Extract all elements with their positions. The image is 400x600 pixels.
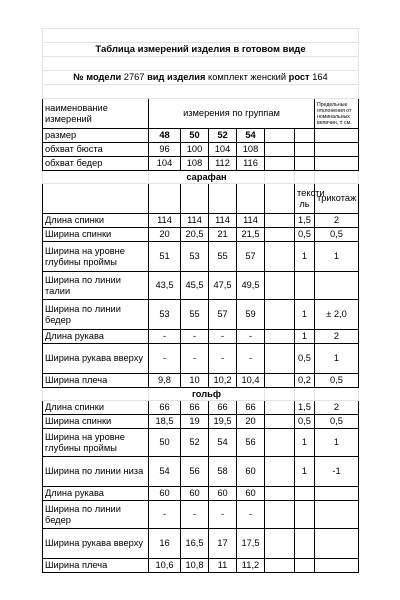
textile-tolerance-cell (295, 529, 315, 559)
value-cell: - (237, 344, 265, 374)
value-cell: - (181, 344, 209, 374)
empty-cell (43, 388, 149, 401)
value-cell: 47,5 (209, 272, 237, 300)
empty-cell (265, 300, 295, 330)
value-cell: 60 (181, 487, 209, 501)
row-label: Ширина плеча (43, 559, 149, 573)
row-label: Ширина на уровне глубины проймы (43, 242, 149, 272)
textile-tolerance-cell: 0,5 (295, 344, 315, 374)
size-cell: 54 (237, 129, 265, 143)
textile-tolerance-cell: 1 (295, 457, 315, 487)
golf-row (43, 457, 359, 487)
value-cell: 10,6 (149, 559, 181, 573)
value-cell: 50 (149, 429, 181, 457)
value-cell: 114 (237, 214, 265, 228)
value-cell: 114 (209, 214, 237, 228)
header-tolerance-label: Предельные отклонения от номинальных величин, ± см. (315, 99, 359, 129)
empty-cell (265, 388, 295, 401)
empty-cell (265, 529, 295, 559)
textile-tolerance-cell: 1 (295, 330, 315, 344)
row-label: Ширина плеча (43, 374, 149, 388)
value-cell: 9,8 (149, 374, 181, 388)
row-label: Ширина спинки (43, 228, 149, 242)
knit-tolerance-cell: 2 (315, 401, 359, 415)
header-groups-label: измерения по группам (149, 99, 315, 129)
row-label: Ширина по линии бедер (43, 501, 149, 529)
value-cell: 19,5 (209, 415, 237, 429)
value-cell: 54 (209, 429, 237, 457)
knit-tolerance-cell (315, 501, 359, 529)
model-number: 2767 (123, 72, 145, 82)
size-cell: 50 (181, 129, 209, 143)
textile-tolerance-cell: 1 (295, 242, 315, 272)
value-cell: 20 (149, 228, 181, 242)
sarafan-row (43, 344, 359, 374)
col-textile-label: тексти ль (295, 184, 315, 214)
textile-tolerance-cell: 0,5 (295, 415, 315, 429)
value-cell: 100 (181, 143, 209, 157)
value-cell: 108 (237, 143, 265, 157)
textile-tolerance-cell (295, 559, 315, 573)
row-label: Длина спинки (43, 214, 149, 228)
value-cell: 10,8 (181, 559, 209, 573)
section-header-row (43, 184, 359, 214)
value-cell: 56 (181, 457, 209, 487)
empty-cell (265, 429, 295, 457)
textile-tolerance-cell: 0,2 (295, 374, 315, 388)
knit-tolerance-cell: 0,5 (315, 415, 359, 429)
sarafan-row (43, 300, 359, 330)
empty-cell (265, 242, 295, 272)
value-cell: - (237, 330, 265, 344)
value-cell: 11,2 (237, 559, 265, 573)
row-label: Ширина по линии бедер (43, 300, 149, 330)
model-line (43, 71, 359, 85)
row-label: Ширина спинки (43, 415, 149, 429)
section-title-row (43, 388, 359, 401)
empty-cell (315, 388, 359, 401)
golf-row (43, 559, 359, 573)
value-cell: 56 (237, 429, 265, 457)
knit-tolerance-cell: 1 (315, 344, 359, 374)
empty-cell (295, 388, 315, 401)
value-cell: - (209, 344, 237, 374)
empty-cell (265, 374, 295, 388)
knit-tolerance-cell: 2 (315, 330, 359, 344)
row-label: Ширина рукава вверху (43, 529, 149, 559)
golf-row (43, 501, 359, 529)
size-cell: 52 (209, 129, 237, 143)
value-cell: - (181, 501, 209, 529)
value-cell: 16 (149, 529, 181, 559)
value-cell: 10,2 (209, 374, 237, 388)
value-cell: 60 (237, 457, 265, 487)
knit-tolerance-cell: ± 2,0 (315, 300, 359, 330)
knit-tolerance-cell: -1 (315, 457, 359, 487)
section-title-row (43, 171, 359, 184)
textile-tolerance-cell (295, 487, 315, 501)
knit-tolerance-cell (315, 529, 359, 559)
kind-label: вид изделия (147, 72, 206, 82)
value-cell: 114 (149, 214, 181, 228)
body-row-label: обхват бюста (43, 143, 149, 157)
table-title: Таблица измерений изделия в готовом виде (43, 43, 359, 57)
knit-tolerance-cell: 1 (315, 242, 359, 272)
value-cell: 59 (237, 300, 265, 330)
textile-tolerance-cell: 1 (295, 300, 315, 330)
row-label: Длина рукава (43, 487, 149, 501)
value-cell: 10,4 (237, 374, 265, 388)
body-row (43, 143, 359, 157)
value-cell: 60 (209, 487, 237, 501)
knit-tolerance-cell: 2 (315, 214, 359, 228)
model-label: № модели (73, 72, 122, 82)
golf-row (43, 429, 359, 457)
model-row (43, 71, 359, 85)
height-value: 164 (312, 72, 328, 82)
value-cell: 20,5 (181, 228, 209, 242)
empty-cell (265, 214, 295, 228)
value-cell: 43,5 (149, 272, 181, 300)
empty-cell (265, 344, 295, 374)
blank-row (43, 29, 359, 43)
empty-cell (265, 415, 295, 429)
sarafan-row (43, 374, 359, 388)
golf-row (43, 401, 359, 415)
value-cell: 60 (237, 487, 265, 501)
sarafan-row (43, 242, 359, 272)
value-cell: 10 (181, 374, 209, 388)
empty-cell (265, 559, 295, 573)
value-cell: 104 (209, 143, 237, 157)
value-cell: - (181, 330, 209, 344)
value-cell: 45,5 (181, 272, 209, 300)
value-cell: 60 (149, 487, 181, 501)
row-label: Длина рукава (43, 330, 149, 344)
size-cell: 48 (149, 129, 181, 143)
blank-row (43, 85, 359, 99)
value-cell: 57 (237, 242, 265, 272)
value-cell: 54 (149, 457, 181, 487)
value-cell: - (209, 501, 237, 529)
sizes-label: размер (43, 129, 149, 143)
value-cell: 21,5 (237, 228, 265, 242)
golf-row (43, 487, 359, 501)
textile-tolerance-cell: 0,5 (295, 228, 315, 242)
value-cell: 17,5 (237, 529, 265, 559)
height-label: рост (288, 72, 310, 82)
value-cell: 18,5 (149, 415, 181, 429)
knit-tolerance-cell (315, 559, 359, 573)
value-cell: - (149, 330, 181, 344)
measurement-table-sheet (42, 28, 358, 573)
row-label: Ширина по линии низа (43, 457, 149, 487)
value-cell: - (149, 501, 181, 529)
row-label: Ширина по линии талии (43, 272, 149, 300)
empty-cell (265, 272, 295, 300)
row-label: Ширина на уровне глубины проймы (43, 429, 149, 457)
body-row (43, 157, 359, 171)
textile-tolerance-cell (295, 272, 315, 300)
body-row-label: обхват бедер (43, 157, 149, 171)
empty-cell (265, 330, 295, 344)
value-cell: 52 (181, 429, 209, 457)
value-cell: 66 (237, 401, 265, 415)
value-cell: 49,5 (237, 272, 265, 300)
value-cell: 112 (209, 157, 237, 171)
value-cell: 96 (149, 143, 181, 157)
sarafan-row (43, 272, 359, 300)
value-cell: - (149, 344, 181, 374)
empty-cell (265, 401, 295, 415)
value-cell: 116 (237, 157, 265, 171)
sarafan-row (43, 228, 359, 242)
title-row (43, 43, 359, 57)
golf-row (43, 415, 359, 429)
golf-row (43, 529, 359, 559)
value-cell: 55 (209, 242, 237, 272)
empty-cell (265, 487, 295, 501)
value-cell: 114 (181, 214, 209, 228)
value-cell: 11 (209, 559, 237, 573)
textile-tolerance-cell: 1,5 (295, 401, 315, 415)
textile-tolerance-cell: 1 (295, 429, 315, 457)
row-label: Ширина рукава вверху (43, 344, 149, 374)
value-cell: 53 (181, 242, 209, 272)
value-cell: 20 (237, 415, 265, 429)
value-cell: 17 (209, 529, 237, 559)
value-cell: 53 (149, 300, 181, 330)
measurement-table (42, 28, 359, 573)
kind-value: комплект женский (208, 72, 287, 82)
sarafan-row (43, 330, 359, 344)
empty-cell (265, 457, 295, 487)
value-cell: 16,5 (181, 529, 209, 559)
header-row (43, 99, 359, 129)
value-cell: 19 (181, 415, 209, 429)
knit-tolerance-cell: 0,5 (315, 228, 359, 242)
textile-tolerance-cell: 1,5 (295, 214, 315, 228)
value-cell: 66 (181, 401, 209, 415)
knit-tolerance-cell (315, 272, 359, 300)
row-label: Длина спинки (43, 401, 149, 415)
value-cell: 55 (181, 300, 209, 330)
knit-tolerance-cell (315, 487, 359, 501)
value-cell: 108 (181, 157, 209, 171)
value-cell: 21 (209, 228, 237, 242)
col-knit-label: трикотаж (315, 184, 359, 214)
value-cell: 57 (209, 300, 237, 330)
header-name-label: наименование измерений (43, 99, 149, 129)
value-cell: 51 (149, 242, 181, 272)
section-title-sarafan: сарафан (149, 171, 265, 184)
knit-tolerance-cell: 0,5 (315, 374, 359, 388)
value-cell: - (237, 501, 265, 529)
sizes-row (43, 129, 359, 143)
section-title-golf: гольф (149, 388, 265, 401)
value-cell: 66 (209, 401, 237, 415)
blank-row (43, 57, 359, 71)
empty-cell (265, 228, 295, 242)
value-cell: - (209, 330, 237, 344)
value-cell: 104 (149, 157, 181, 171)
knit-tolerance-cell: 1 (315, 429, 359, 457)
textile-tolerance-cell (295, 501, 315, 529)
sarafan-row (43, 214, 359, 228)
value-cell: 58 (209, 457, 237, 487)
value-cell: 66 (149, 401, 181, 415)
empty-cell (265, 501, 295, 529)
